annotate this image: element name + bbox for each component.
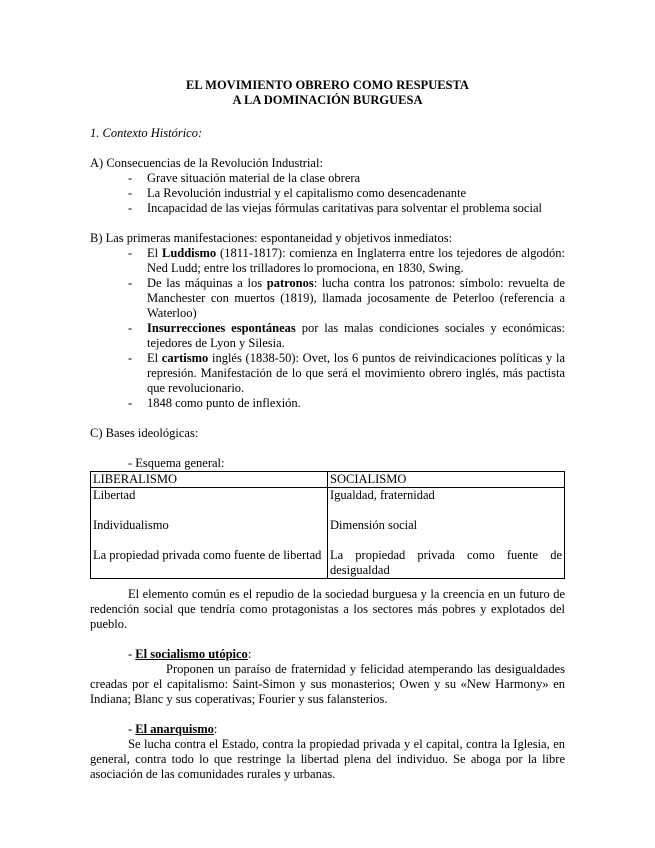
section-b-heading: B) Las primeras manifestaciones: espontaneidad y objetivos inmediatos: [90, 231, 453, 245]
section-c [90, 426, 565, 632]
document-page [90, 78, 565, 782]
comparison-table [90, 471, 565, 579]
title-line-2: A LA DOMINACIÓN BURGUESA [232, 93, 423, 107]
list-item: - Incapacidad de las viejas fórmulas caritativas para solventar el problema social [128, 201, 565, 216]
section-b [90, 231, 565, 411]
table-header-row [91, 472, 565, 488]
section-a [90, 156, 565, 216]
table-cell: Libertad Individualismo La propiedad privada como fuente de libertad [91, 488, 328, 579]
table-cell: Igualdad, fraternidad Dimensión social La propiedad privada como fuente de desigualdad [328, 488, 565, 579]
title-line-1: EL MOVIMIENTO OBRERO COMO RESPUESTA [186, 78, 469, 92]
section-b-list [90, 246, 565, 411]
list-item: - La Revolución industrial y el capitalismo como desencadenante [128, 186, 565, 201]
table-row [91, 488, 565, 579]
section-a-heading: A) Consecuencias de la Revolución Industrial: [90, 156, 323, 170]
table-header: LIBERALISMO [91, 472, 328, 488]
paragraph: El elemento común es el repudio de la sociedad burguesa y la creencia en un futuro de redención social que tendría como protagonistas a los sectores más pobres y explotados del pueblo. [90, 587, 565, 631]
list-item: - El cartismo inglés (1838-50): Ovet, los 6 puntos de reivindicaciones políticas y la represión. Manifestación de lo que será el movimiento obrero inglés, más pactista que revolucionario. [128, 351, 565, 396]
list-item: - El Luddismo (1811-1817): comienza en Inglaterra entre los tejedores de algodón: Ned Ludd; entre los trilladores lo promociona, en 1830, Swing. [128, 246, 565, 276]
anarquismo-body: Se lucha contra el Estado, contra la propiedad privada y el capital, contra la Iglesia, en general, contra todo lo que restringe la libertad plena del individuo. Se aboga por la libre asociación de las comunidades rurales y urbanas. [90, 737, 565, 781]
section-a-list [90, 171, 565, 216]
table-header: SOCIALISMO [328, 472, 565, 488]
section-c-heading: C) Bases ideológicas: [90, 426, 199, 440]
section-heading: 1. Contexto Histórico: [90, 126, 203, 140]
anarquismo-heading: - El anarquismo: [128, 722, 218, 736]
list-item: - Grave situación material de la clase obrera [128, 171, 565, 186]
list-item: - 1848 como punto de inflexión. [128, 396, 565, 411]
utopico-heading: - El socialismo utópico: [128, 647, 252, 661]
document-title [90, 78, 565, 108]
list-item: - Insurrecciones espontáneas por las malas condiciones sociales y económicas: tejedores de Lyon y Silesia. [128, 321, 565, 351]
utopico-body: Proponen un paraíso de fraternidad y felicidad atemperando las desigualdades creadas por el capitalismo: Saint-Simon y sus monasterios; Owen y su «New Harmony» en Indiana; Blanc y sus coperativas; Fourier y sus falansterios. [90, 662, 565, 706]
esquema-label: - Esquema general: [128, 456, 225, 470]
list-item: - De las máquinas a los patronos: lucha contra los patronos: símbolo: revuelta de Manchester con muertos (1819), llamada jocosamente de Peterloo (referencia a Waterloo) [128, 276, 565, 321]
